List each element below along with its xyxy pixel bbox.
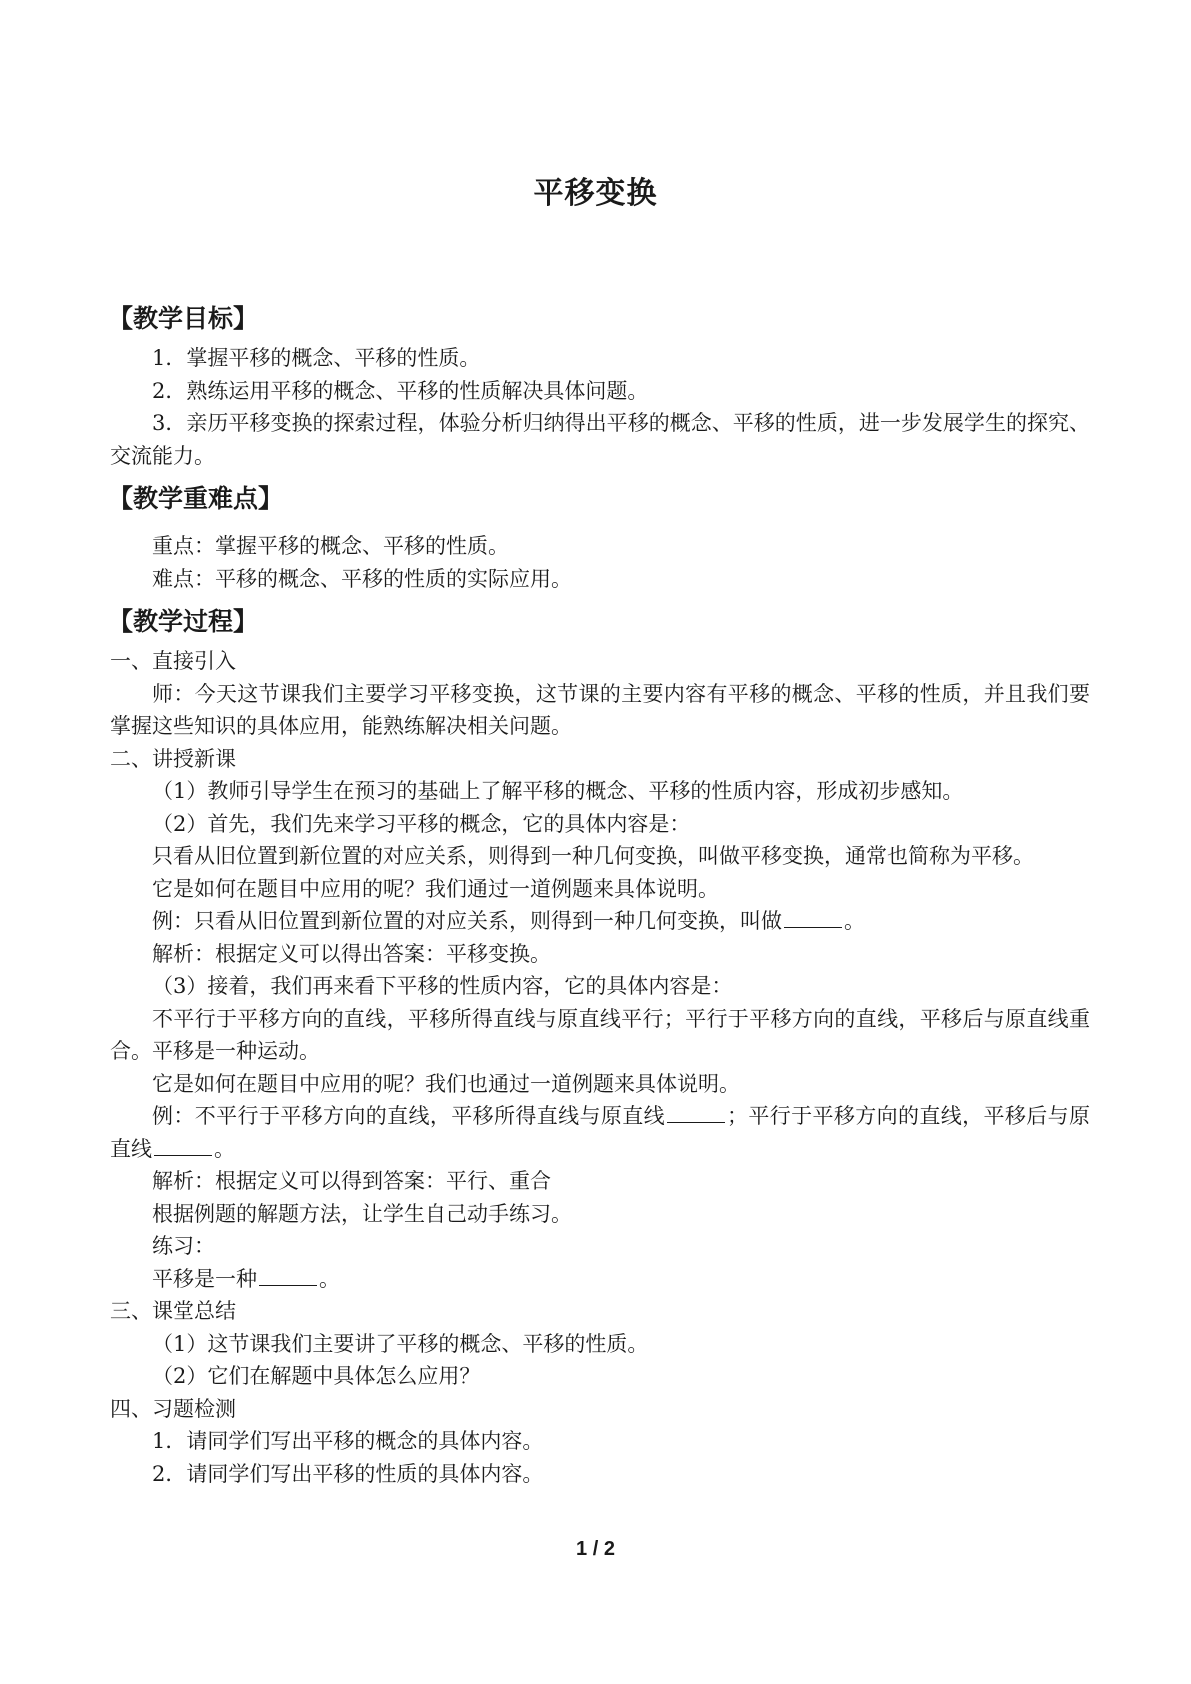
translation-property: 不平行于平移方向的直线，平移所得直线与原直线平行；平行于平移方向的直线，平移后与原直线重合。平移是一种运动。	[110, 1006, 1090, 1063]
step-2-paragraph-2: （2）首先，我们先来学习平移的概念，它的具体内容是：	[152, 811, 691, 836]
step-2-paragraph-8: 根据例题的解题方法，让学生自己动手练习。	[152, 1201, 572, 1226]
practice-question	[110, 1263, 1090, 1296]
exercise-item-1: 1．请同学们写出平移的概念的具体内容。	[152, 1429, 544, 1453]
step-2-paragraph-5: （3）接着，我们再来看下平移的性质内容，它的具体内容是：	[152, 974, 733, 998]
example-2-end: 。	[214, 1136, 235, 1161]
document-title: 平移变换	[533, 176, 658, 211]
example-1-answer: 解析：根据定义可以得出答案：平移变换。	[152, 941, 551, 966]
summary-item-1: （1）这节课我们主要讲了平移的概念、平移的性质。	[152, 1331, 649, 1356]
example-2-text-a: 例：不平行于平移方向的直线，平移所得直线与原直线	[152, 1104, 665, 1128]
summary-item-2: （2）它们在解题中具体怎么应用？	[152, 1364, 481, 1388]
step-1-paragraph: 师：今天这节课我们主要学习平移变换，这节课的主要内容有平移的概念、平移的性质，并且我们要掌握这些知识的具体应用，能熟练解决相关问题。	[110, 681, 1090, 738]
document-body	[110, 300, 1090, 1490]
goal-item-3: 3．亲历平移变换的探索过程，体验分析归纳得出平移的概念、平移的性质，进一步发展学生的探究、交流能力。	[110, 411, 1090, 468]
example-1-end: 。	[844, 909, 865, 933]
fill-blank	[667, 1104, 725, 1123]
step-1-title: 一、直接引入	[110, 649, 236, 673]
page-number: 1 / 2	[576, 1538, 615, 1560]
fill-blank	[154, 1137, 212, 1156]
practice-text: 平移是一种	[152, 1266, 257, 1291]
section-heading-process: 【教学过程】	[108, 607, 259, 636]
goal-item-1: 1．掌握平移的概念、平移的性质。	[152, 346, 481, 370]
step-2-paragraph-4: 它是如何在题目中应用的呢？我们通过一道例题来具体说明。	[152, 876, 719, 901]
example-2	[110, 1100, 1090, 1165]
goal-item-2: 2．熟练运用平移的概念、平移的性质解决具体问题。	[152, 378, 649, 403]
difficult-point: 难点：平移的概念、平移的性质的实际应用。	[152, 566, 572, 591]
example-2-answer: 解析：根据定义可以得到答案：平行、重合	[152, 1169, 551, 1193]
section-heading-keypoints: 【教学重难点】	[108, 484, 284, 513]
practice-end: 。	[319, 1266, 340, 1291]
step-2-title: 二、讲授新课	[110, 746, 236, 771]
step-2-paragraph-7: 它是如何在题目中应用的呢？我们也通过一道例题来具体说明。	[152, 1071, 740, 1096]
translation-definition: 只看从旧位置到新位置的对应关系，则得到一种几何变换，叫做平移变换，通常也简称为平移。	[152, 844, 1034, 868]
section-heading-goals: 【教学目标】	[108, 304, 259, 333]
example-2-text-b: ；平行于平移方向的直线，平移后与原直线	[110, 1104, 1090, 1161]
practice-label: 练习：	[152, 1234, 215, 1258]
key-point: 重点：掌握平移的概念、平移的性质。	[152, 534, 509, 558]
step-3-title: 三、课堂总结	[110, 1299, 236, 1323]
example-1-text: 例：只看从旧位置到新位置的对应关系，则得到一种几何变换，叫做	[152, 909, 782, 933]
example-1	[110, 905, 1090, 938]
fill-blank	[784, 909, 842, 928]
step-4-title: 四、习题检测	[110, 1396, 236, 1421]
step-2-paragraph-1: （1）教师引导学生在预习的基础上了解平移的概念、平移的性质内容，形成初步感知。	[152, 779, 964, 803]
fill-blank	[259, 1267, 317, 1286]
exercise-item-2: 2．请同学们写出平移的性质的具体内容。	[152, 1461, 544, 1486]
